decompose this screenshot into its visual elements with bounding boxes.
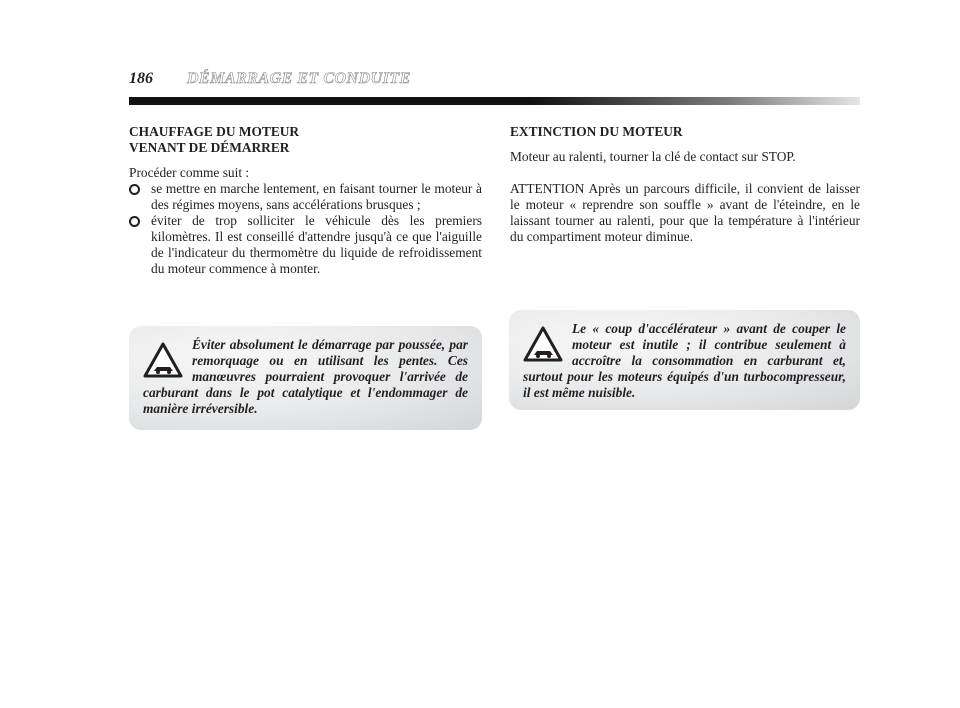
- paragraph-attention: ATTENTION Après un parcours difficile, il convient de laisser le moteur « reprendre son souffle » avant de l'éteindre, en le laissant tourner au ralenti, pour que la température à l'intérieur du compartiment moteur diminue.: [510, 181, 860, 244]
- warning-text: Éviter absolument le démarrage par poussée, par remorquage ou en utilisant les pentes. Ces manœuvres pourraient provoquer l'arrivée de carburant dans le pot catalytique et l'endommager de manière irréversible.: [143, 337, 468, 416]
- bullet-circle-icon: [129, 216, 140, 227]
- header-rule: [129, 97, 860, 105]
- list-item: [129, 181, 482, 213]
- warning-triangle-icon: [143, 342, 183, 378]
- heading-engine-warmup: [129, 124, 482, 156]
- list-item: [129, 213, 482, 277]
- bullet-list: [129, 181, 482, 277]
- paragraph-ignition: Moteur au ralenti, tourner la clé de contact sur STOP.: [510, 149, 796, 164]
- section-title: DÉMARRAGE ET CONDUITE: [187, 70, 411, 87]
- right-column: [510, 124, 860, 245]
- intro-text: Procéder comme suit :: [129, 165, 250, 180]
- warning-text: Le « coup d'accélérateur » avant de couper le moteur est inutile ; il contribue seulement à accroître la consommation en carburant et, surtout pour les moteurs équipés d'un turbocompresseur, il est même nuisible.: [523, 321, 846, 400]
- warning-triangle-icon: [523, 326, 563, 362]
- heading-line-1: CHAUFFAGE DU MOTEUR: [129, 124, 300, 139]
- bullet-text: se mettre en marche lentement, en faisant tourner le moteur à des régimes moyens, sans accélérations brusques ;: [151, 181, 482, 212]
- bullet-circle-icon: [129, 184, 140, 195]
- page-number: 186: [129, 70, 153, 87]
- warning-box-right: [509, 310, 860, 410]
- warning-box-left: [129, 326, 482, 430]
- bullet-text: éviter de trop solliciter le véhicule dès les premiers kilomètres. Il est conseillé d'attendre jusqu'à ce que l'aiguille de l'indicateur du thermomètre du liquide de refroidissement du moteur commence à monter.: [151, 213, 482, 276]
- heading-engine-shutdown: EXTINCTION DU MOTEUR: [510, 124, 683, 139]
- heading-line-2: VENANT DE DÉMARRER: [129, 140, 290, 155]
- left-column: [129, 124, 482, 277]
